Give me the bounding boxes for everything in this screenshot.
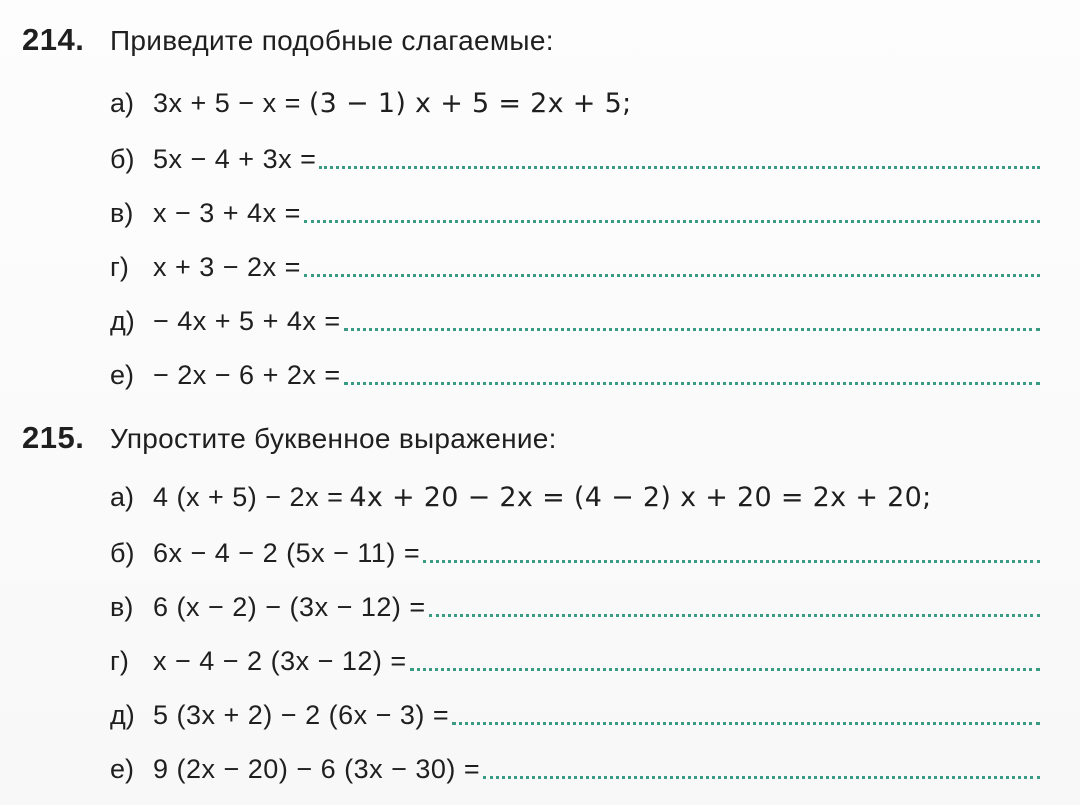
item-expression: 6 (x − 2) − (3x − 12) = (153, 592, 426, 622)
item-letter: б) (110, 538, 135, 568)
item-expression: x − 4 − 2 (3x − 12) = (153, 646, 407, 676)
item-expression: 4 (x + 5) − 2x = (153, 482, 344, 512)
item-expression: 6x − 4 − 2 (5x − 11) = (153, 538, 421, 568)
item-letter: в) (110, 592, 134, 622)
answer-line[interactable] (429, 610, 1040, 617)
exercise-item (110, 538, 1040, 569)
item-answer: (3 − 1) x + 5 = 2x + 5; (308, 88, 632, 119)
answer-line[interactable] (344, 378, 1040, 385)
exercise-item (110, 306, 1040, 337)
exercise-item (110, 646, 1040, 677)
task-number: 214. (22, 22, 85, 57)
answer-line[interactable] (452, 718, 1040, 725)
item-expression: x − 3 + 4x = (153, 198, 301, 228)
answer-line[interactable] (319, 162, 1040, 169)
item-letter: в) (110, 198, 134, 228)
item-letter: а) (110, 88, 135, 118)
item-expression: 9 (2x − 20) − 6 (3x − 30) = (153, 754, 481, 784)
item-letter: б) (110, 144, 135, 174)
exercise-item (110, 592, 1040, 623)
item-answer: 4x + 20 − 2x = (4 − 2) x + 20 = 2x + 20; (349, 482, 932, 513)
answer-line[interactable] (410, 664, 1040, 671)
answer-line[interactable] (483, 772, 1040, 779)
item-expression: 5 (3x + 2) − 2 (6x − 3) = (153, 700, 450, 730)
item-letter: е) (110, 754, 135, 784)
exercise-item (110, 482, 1040, 513)
item-letter: а) (110, 482, 135, 512)
item-letter: е) (110, 360, 135, 390)
task-title: Приведите подобные слагаемые: (110, 25, 554, 56)
exercise-item (110, 754, 1040, 785)
exercise-item (110, 360, 1040, 391)
exercise-item (110, 700, 1040, 731)
answer-line[interactable] (344, 324, 1040, 331)
answer-line[interactable] (304, 270, 1040, 277)
answer-line[interactable] (423, 556, 1040, 563)
item-letter: д) (110, 306, 135, 336)
task-215-header (22, 420, 557, 456)
exercise-item (110, 252, 1040, 283)
item-letter: д) (110, 700, 135, 730)
item-expression: − 4x + 5 + 4x = (153, 306, 341, 336)
task-title: Упростите буквенное выражение: (110, 423, 557, 454)
answer-line[interactable] (304, 216, 1040, 223)
item-letter: г) (110, 646, 129, 676)
item-expression: − 2x − 6 + 2x = (153, 360, 341, 390)
exercise-item (110, 198, 1040, 229)
item-expression: x + 3 − 2x = (153, 252, 301, 282)
task-number: 215. (22, 420, 85, 455)
exercise-item (110, 144, 1040, 175)
item-letter: г) (110, 252, 129, 282)
exercise-item (110, 88, 1040, 119)
item-expression: 3x + 5 − x = (153, 88, 301, 118)
item-expression: 5x − 4 + 3x = (153, 144, 317, 174)
task-214-header (22, 22, 554, 58)
